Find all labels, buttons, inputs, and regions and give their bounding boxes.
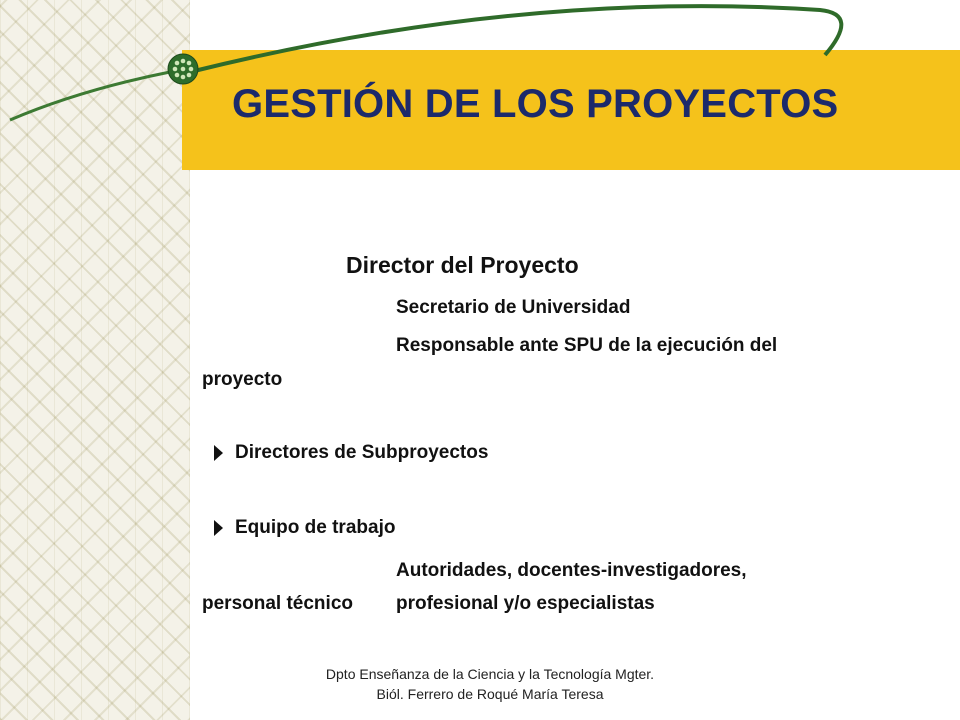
slide-title: GESTIÓN DE LOS PROYECTOS bbox=[232, 82, 839, 126]
right-arrow-icon bbox=[214, 520, 223, 536]
director-heading: Director del Proyecto bbox=[346, 252, 579, 278]
team-line-technical-staff: personal técnico bbox=[202, 593, 353, 614]
bullet-label: Equipo de trabajo bbox=[235, 517, 396, 538]
right-arrow-icon bbox=[214, 445, 223, 461]
footer-credit: Dpto Enseñanza de la Ciencia y la Tecnología Mgter. Biól. Ferrero de Roqué María Teresa bbox=[325, 666, 655, 702]
bullet-item-work-team bbox=[214, 517, 395, 539]
bullet-label: Directores de Subproyectos bbox=[235, 442, 489, 463]
green-dotted-circle-icon bbox=[166, 52, 200, 86]
director-line-responsible: Responsable ante SPU de la ejecución del bbox=[396, 335, 778, 356]
team-line-authorities: Autoridades, docentes-investigadores, bbox=[396, 560, 747, 581]
director-line-secretary: Secretario de Universidad bbox=[396, 297, 631, 318]
team-line-professionals: profesional y/o especialistas bbox=[396, 593, 655, 614]
director-line-project: proyecto bbox=[202, 369, 283, 390]
bullet-item-subproject-directors bbox=[214, 442, 488, 464]
